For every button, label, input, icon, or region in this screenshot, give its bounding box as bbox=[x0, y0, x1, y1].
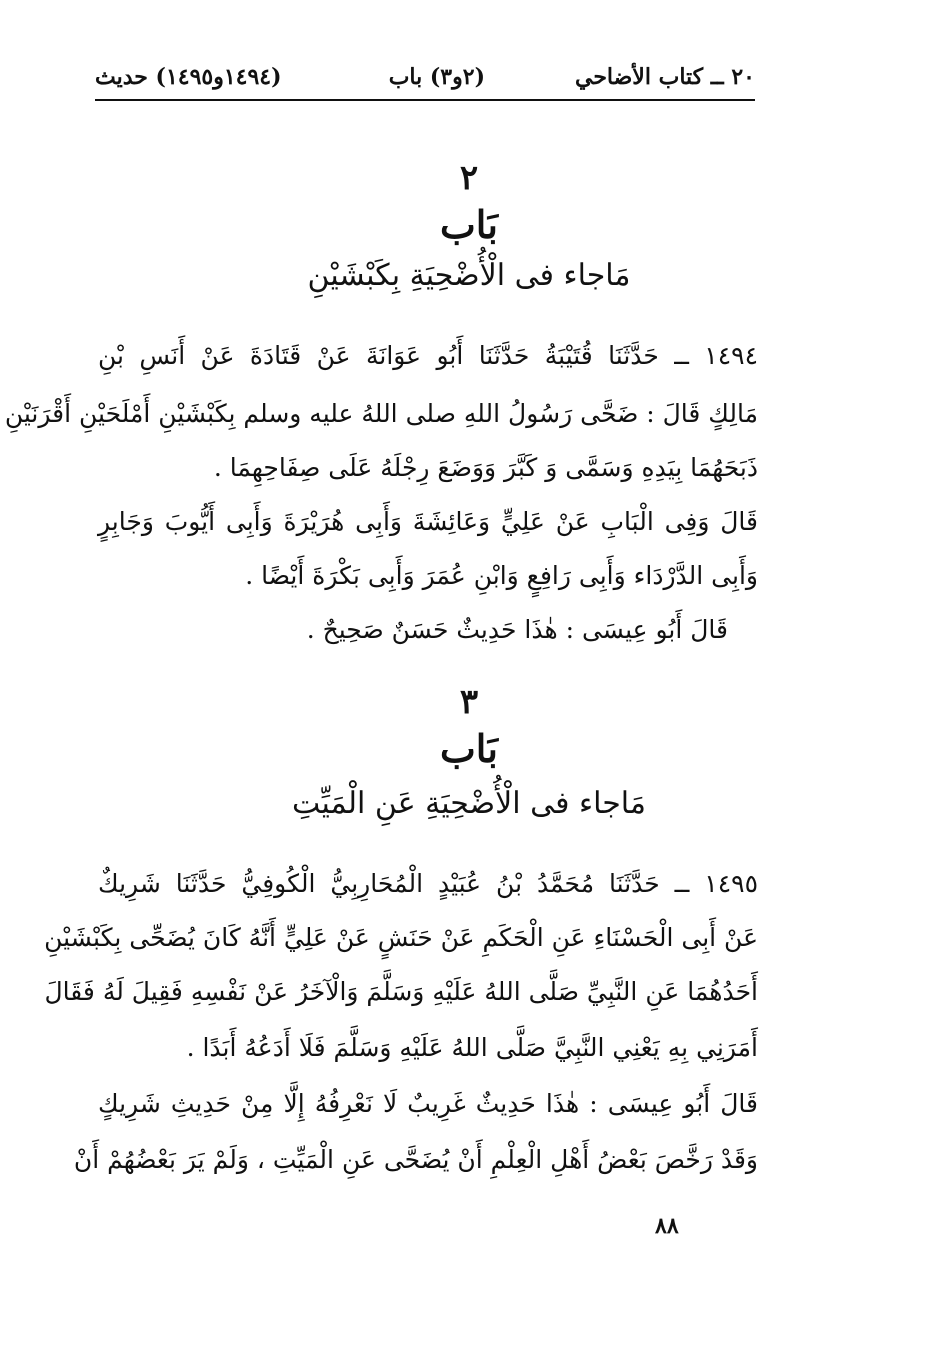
hadith1495-comment-line-2: وَقَدْ رَخَّصَ بَعْضُ أَهْلِ الْعِلْمِ أَنْ يُضَحَّى عَنِ الْمَيِّتِ ، وَلَمْ يَرَ بَعْضُهُمْ أَنْ bbox=[73, 1145, 758, 1174]
header-chapter-ref: (٢و٣) باب bbox=[388, 64, 485, 90]
hadith1495-line-3: أَحَدُهُمَا عَنِ النَّبِيِّ صَلَّى اللهُ عَلَيْهِ وَسَلَّمَ وَالْآخَرُ عَنْ نَفْسِهِ فَقِيلَ لَهُ فَقَالَ bbox=[44, 977, 758, 1006]
hadith1494-bab-line-1: قَالَ وَفِى الْبَابِ عَنْ عَلِيٍّ وَعَائِشَةَ وَأَبِى هُرَيْرَةَ وَأَبِى أَيُّوبَ وَجَابِرٍ bbox=[98, 507, 758, 536]
hadith1495-line-1: ١٤٩٥ ــ حَدَّثَنَا مُحَمَّدُ بْنُ عُبَيْدٍ الْمُحَارِبِيُّ الْكُوفِيُّ حَدَّثَنَا شَرِيكٌ bbox=[98, 869, 758, 898]
page-number: ٨٨ bbox=[655, 1213, 679, 1239]
header-book-title: ٢٠ ــ كتاب الأضاحي bbox=[574, 64, 755, 90]
section3-number: ٣ bbox=[459, 682, 479, 722]
hadith1495-line-4: أَمَرَنِي بِهِ يَعْنِي النَّبِيَّ صَلَّى اللهُ عَلَيْهِ وَسَلَّمَ فَلَا أَدَعُهُ أَبَدًا . bbox=[186, 1033, 758, 1062]
header-rule bbox=[95, 99, 755, 101]
hadith1494-line-3: ذَبَحَهُمَا بِيَدِهِ وَسَمَّى وَ كَبَّرَ وَوَضَعَ رِجْلَهُ عَلَى صِفَاحِهِمَا . bbox=[213, 453, 758, 482]
hadith1495-line-2: عَنْ أَبِى الْحَسْنَاءِ عَنِ الْحَكَمِ عَنْ حَنَشٍ عَنْ عَلِيٍّ أَنَّهُ كَانَ يُضَحِّى بِكَبْشَيْنِ bbox=[44, 923, 758, 952]
section2-bab-heading: بَاب bbox=[440, 202, 498, 247]
hadith1494-grading: قَالَ أَبُو عِيسَى : هٰذَا حَدِيثٌ حَسَنٌ صَحِيحٌ . bbox=[306, 615, 728, 644]
section2-title: مَاجاء فى الْأُضْحِيَةِ بِكَبْشَيْنِ bbox=[307, 258, 631, 293]
hadith1494-bab-line-2: وَأَبِى الدَّرْدَاء وَأَبِى رَافِعٍ وَابْنِ عُمَرَ وَأَبِى بَكْرَةَ أَيْضًا . bbox=[245, 561, 758, 590]
section3-title: مَاجاء فى الْأُضْحِيَةِ عَنِ الْمَيِّتِ bbox=[292, 786, 646, 821]
hadith1495-comment-line-1: قَالَ أَبُو عِيسَى : هٰذَا حَدِيثٌ غَرِيبٌ لَا نَعْرِفُهُ إِلَّا مِنْ حَدِيثِ شَرِيكٍ bbox=[98, 1089, 758, 1118]
section2-number: ٢ bbox=[459, 158, 479, 198]
running-header bbox=[95, 56, 755, 96]
section3-bab-heading: بَاب bbox=[440, 726, 498, 771]
header-hadith-ref: (١٤٩٤و١٤٩٥) حديث bbox=[95, 64, 282, 90]
hadith1494-line-1: ١٤٩٤ ــ حَدَّثَنَا قُتَيْبَةُ حَدَّثَنَا أَبُو عَوَانَةَ عَنْ قَتَادَةَ عَنْ أَنَسِ بْنِ bbox=[98, 341, 758, 370]
hadith1494-line-2: مَالِكٍ قَالَ : ضَحَّى رَسُولُ اللهِ صلى اللهُ عليه وسلم بِكَبْشَيْنِ أَمْلَحَيْنِ أَقْرَنَيْنِ bbox=[4, 399, 758, 428]
